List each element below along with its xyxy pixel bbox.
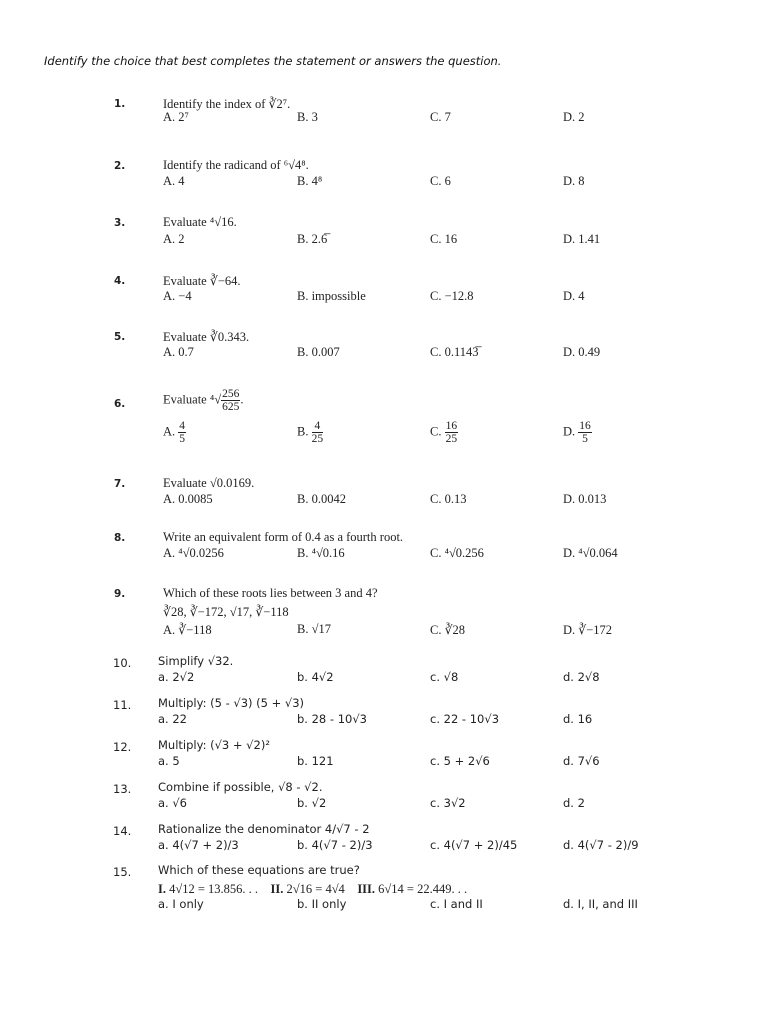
option-a[interactable]: A. ⁴√0.0256 (163, 546, 224, 560)
option-a[interactable]: a. 22 (158, 712, 187, 726)
option-a[interactable]: a. 5 (158, 754, 180, 768)
option-b[interactable]: B. 0.0042 (297, 492, 346, 506)
option-c[interactable]: C. $\frac{16}{25}$ (430, 420, 458, 446)
option-c[interactable]: C. −12.8 (430, 289, 474, 303)
option-d[interactable]: d. 7√6 (563, 754, 600, 768)
option-b[interactable]: B. ⁴√0.16 (297, 546, 345, 560)
option-b[interactable]: b. II only (297, 897, 347, 911)
option-c[interactable]: c. 22 - 10√3 (430, 712, 500, 726)
question-number: 9. (114, 588, 126, 600)
statement-list: I. 4√12 = 13.856. . . II. 2√16 = 4√4 III. 6√14 = 22.449. . . (158, 882, 468, 896)
option-a[interactable]: A. −4 (163, 289, 192, 303)
question-text: Multiply: (5 - √3) (5 + √3) (158, 696, 305, 710)
question-text: Identify the radicand of ⁶√4⁸. (163, 158, 309, 172)
option-d[interactable]: D. 0.49 (563, 345, 601, 359)
option-b[interactable]: b. 121 (297, 754, 334, 768)
option-d[interactable]: d. I, II, and III (563, 897, 638, 911)
question-number: 5. (114, 331, 126, 343)
option-a[interactable]: a. √6 (158, 796, 188, 810)
option-b[interactable]: b. 4(√7 - 2)/3 (297, 838, 373, 852)
question-number: 7. (114, 478, 126, 490)
question-number: 4. (114, 275, 126, 287)
option-b[interactable]: b. 4√2 (297, 670, 334, 684)
option-c[interactable]: C. 0.1143̅ (430, 345, 479, 359)
option-a[interactable]: A. 2 (163, 232, 185, 246)
instructions: Identify the choice that best completes the statement or answers the question. (44, 54, 502, 68)
option-c[interactable]: C. 16 (430, 232, 458, 246)
option-d[interactable]: D. 0.013 (563, 492, 607, 506)
option-a[interactable]: a. 4(√7 + 2)/3 (158, 838, 239, 852)
question-number: 2. (114, 160, 126, 172)
option-d[interactable]: d. 4(√7 - 2)/9 (563, 838, 639, 852)
question-number: 15. (113, 865, 132, 879)
option-b[interactable]: B. 4⁸ (297, 174, 323, 188)
option-a[interactable]: A. ∛−118 (163, 623, 212, 637)
option-b[interactable]: b. 28 - 10√3 (297, 712, 367, 726)
option-c[interactable]: c. I and II (430, 897, 483, 911)
option-b[interactable]: B. 0.007 (297, 345, 340, 359)
question-number: 6. (114, 398, 126, 410)
option-b[interactable]: B. 3 (297, 110, 318, 124)
option-d[interactable]: d. 2√8 (563, 670, 600, 684)
question-text: Which of these equations are true? (158, 863, 360, 877)
option-d[interactable]: D. 2 (563, 110, 585, 124)
option-a[interactable]: A. $\frac{4}{5}$ (163, 420, 186, 446)
option-d[interactable]: D. 8 (563, 174, 585, 188)
option-b[interactable]: b. √2 (297, 796, 327, 810)
question-number: 12. (113, 740, 132, 754)
option-a[interactable]: A. 0.7 (163, 345, 194, 359)
option-d[interactable]: D. $\frac{16}{5}$ (563, 420, 591, 446)
option-a[interactable]: A. 4 (163, 174, 185, 188)
question-text: Evaluate ∛−64. (163, 274, 241, 288)
option-b[interactable]: B. impossible (297, 289, 366, 303)
question-number: 14. (113, 824, 132, 838)
option-c[interactable]: C. ⁴√0.256 (430, 546, 484, 560)
question-text: Multiply: (√3 + √2)² (158, 738, 270, 752)
option-c[interactable]: c. 5 + 2√6 (430, 754, 490, 768)
option-c[interactable]: C. 6 (430, 174, 451, 188)
question-number: 11. (113, 698, 132, 712)
question-number: 13. (113, 782, 132, 796)
option-a[interactable]: a. 2√2 (158, 670, 195, 684)
option-d[interactable]: d. 2 (563, 796, 585, 810)
option-c[interactable]: c. 3√2 (430, 796, 466, 810)
question-text: Evaluate ⁴√ $\frac{256}{625}$ . (163, 388, 244, 414)
option-d[interactable]: D. 4 (563, 289, 585, 303)
question-text: Evaluate ⁴√16. (163, 215, 237, 229)
question-text: Combine if possible, √8 - √2. (158, 780, 323, 794)
option-d[interactable]: D. ∛−172 (563, 623, 613, 637)
question-text: Which of these roots lies between 3 and 4? (163, 586, 378, 600)
option-c[interactable]: c. √8 (430, 670, 459, 684)
option-a[interactable]: a. I only (158, 897, 204, 911)
question-text: Evaluate ∛0.343. (163, 330, 250, 344)
option-b[interactable]: B. √17 (297, 622, 331, 636)
question-number: 10. (113, 656, 132, 670)
option-d[interactable]: d. 16 (563, 712, 593, 726)
option-a[interactable]: A. 0.0085 (163, 492, 213, 506)
question-text: Evaluate √0.0169. (163, 476, 255, 490)
question-text: Simplify √32. (158, 654, 234, 668)
option-c[interactable]: C. ∛28 (430, 623, 466, 637)
option-d[interactable]: D. ⁴√0.064 (563, 546, 618, 560)
option-a[interactable]: A. 2⁷ (163, 110, 189, 124)
option-d[interactable]: D. 1.41 (563, 232, 601, 246)
option-b[interactable]: B. $\frac{4}{25}$ (297, 420, 324, 446)
option-c[interactable]: C. 7 (430, 110, 451, 124)
root-list: ∛28, ∛−172, √17, ∛−118 (163, 605, 289, 619)
question-text: Identify the index of ∛2⁷. (163, 97, 291, 111)
question-text: Write an equivalent form of 0.4 as a fourth root. (163, 530, 404, 544)
question-text: Rationalize the denominator 4/√7 - 2 (158, 822, 370, 836)
option-c[interactable]: C. 0.13 (430, 492, 467, 506)
option-c[interactable]: c. 4(√7 + 2)/45 (430, 838, 518, 852)
question-number: 1. (114, 98, 126, 110)
option-b[interactable]: B. 2.6̅ (297, 232, 328, 246)
question-number: 3. (114, 217, 126, 229)
question-number: 8. (114, 532, 126, 544)
